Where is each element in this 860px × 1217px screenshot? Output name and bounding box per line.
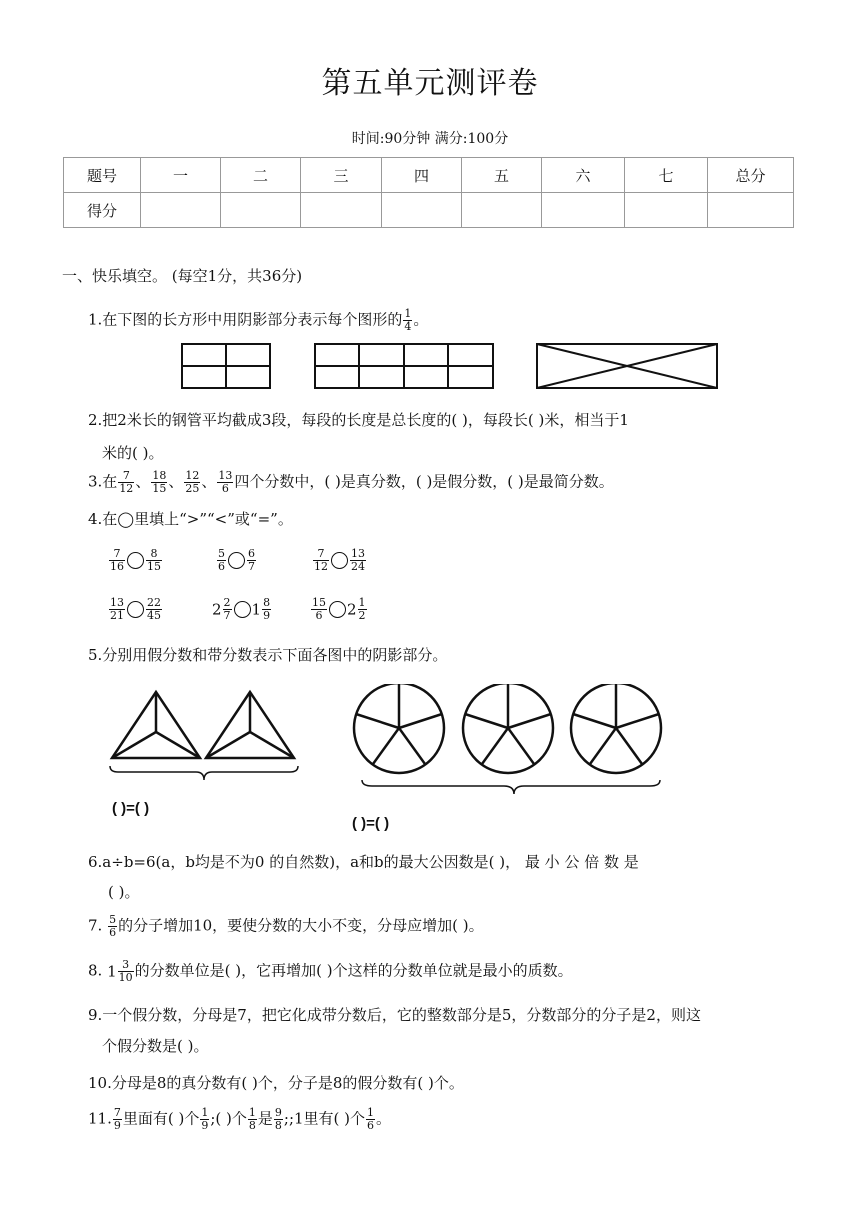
question-11: 11. $\frac{7}{9}$ 里面有( )个 $\frac{1}{9}$ ;( )个 $\frac{1}{8}$ 是 $\frac{9}{8}$ ;;1里有( )个 $\frac{1}{6}$ 。 — [88, 1106, 392, 1132]
score-table — [63, 157, 794, 228]
question-4: 4.在◯里填上“>”“<”或“=”。 — [88, 510, 293, 528]
header-cell: 五 — [462, 158, 542, 193]
q1-rectangles-figure — [178, 340, 723, 392]
compare-circle[interactable] — [331, 552, 348, 569]
compare-circle[interactable] — [228, 552, 245, 569]
question-9-line2: 个假分数是( )。 — [102, 1037, 209, 1055]
compare-circle[interactable] — [127, 601, 144, 618]
q5-answer-triangles[interactable]: ( )=( ) — [112, 800, 150, 817]
question-1 — [88, 308, 428, 333]
compare-6: $\frac{15}{6}$ 2 $\frac{1}{2}$ — [312, 596, 366, 622]
compare-2: $\frac{5}{6}$ $\frac{6}{7}$ — [218, 547, 255, 573]
question-6-line1: 6.a÷b=6(a，b均是不为0 的自然数)，a和b的最大公因数是( )， 最 小 公 倍 数 是 — [88, 853, 639, 871]
score-cell[interactable] — [708, 193, 794, 228]
compare-1: $\frac{7}{16}$ $\frac{8}{15}$ — [110, 547, 161, 573]
compare-circle[interactable] — [127, 552, 144, 569]
header-cell: 七 — [625, 158, 708, 193]
header-cell: 二 — [221, 158, 301, 193]
exam-info: 时间:90分钟 满分:100分 — [351, 131, 509, 147]
question-9-line1: 9.一个假分数，分母是7，把它化成带分数后，它的整数部分是5，分数部分的分子是2，则这 — [88, 1006, 701, 1024]
question-8: 8. 1 $\frac{3}{10}$ 的分数单位是( )，它再增加( )个这样的分数单位就是最小的质数。 — [88, 958, 573, 984]
circle-figure — [571, 684, 661, 773]
header-cell: 四 — [382, 158, 462, 193]
score-cell[interactable] — [221, 193, 301, 228]
question-6-line2: ( )。 — [108, 883, 140, 901]
compare-5: 2 $\frac{2}{7}$ 1 $\frac{8}{9}$ — [212, 596, 271, 622]
page-title: 第五单元测评卷 — [321, 66, 539, 101]
q1-fraction: $\frac{1}{4}$ — [404, 307, 412, 333]
section-heading: 一、快乐填空。 (每空1分，共36分) — [62, 267, 303, 285]
circle-figure — [354, 684, 444, 773]
header-cell: 题号 — [64, 158, 141, 193]
header-cell: 一 — [141, 158, 221, 193]
question-10: 10.分母是8的真分数有( )个，分子是8的假分数有( )个。 — [88, 1074, 464, 1092]
question-3: 3.在 $\frac{7}{12}$ 、 $\frac{18}{15}$ 、 $\frac{12}{25}$ 、 $\frac{13}{6}$ 四个分数中，( )是真分数，( )是假分数，( )是最简分数。 — [88, 469, 614, 495]
score-cell[interactable] — [462, 193, 542, 228]
question-2-line1: 2.把2米长的钢管平均截成3段，每段的长度是总长度的( )，每段长( )米，相当于1 — [88, 411, 629, 429]
score-cell[interactable] — [625, 193, 708, 228]
compare-circle[interactable] — [329, 601, 346, 618]
score-cell[interactable] — [141, 193, 221, 228]
question-2-line2: 米的( )。 — [102, 444, 164, 462]
header-cell: 三 — [301, 158, 382, 193]
question-7: 7. $\frac{5}{6}$ 的分子增加10，要使分数的大小不变，分母应增加( )。 — [88, 913, 484, 939]
q5-answer-circles[interactable]: ( )=( ) — [352, 815, 390, 832]
score-table-header-row — [64, 158, 794, 193]
header-cell: 总分 — [708, 158, 794, 193]
question-5: 5.分别用假分数和带分数表示下面各图中的阴影部分。 — [88, 646, 448, 664]
compare-4: $\frac{13}{21}$ $\frac{22}{45}$ — [110, 596, 161, 622]
compare-circle[interactable] — [234, 601, 251, 618]
header-cell: 六 — [542, 158, 625, 193]
circle-figure — [463, 684, 553, 773]
q1-text: 1.在下图的长方形中用阴影部分表示每个图形的 — [88, 310, 403, 329]
score-cell[interactable] — [301, 193, 382, 228]
score-cell[interactable] — [542, 193, 625, 228]
compare-3: $\frac{7}{12}$ $\frac{13}{24}$ — [314, 547, 365, 573]
q5-figures — [104, 684, 669, 796]
row-label: 得分 — [64, 193, 141, 228]
score-table-score-row — [64, 193, 794, 228]
score-cell[interactable] — [382, 193, 462, 228]
q1-end: 。 — [413, 310, 429, 329]
